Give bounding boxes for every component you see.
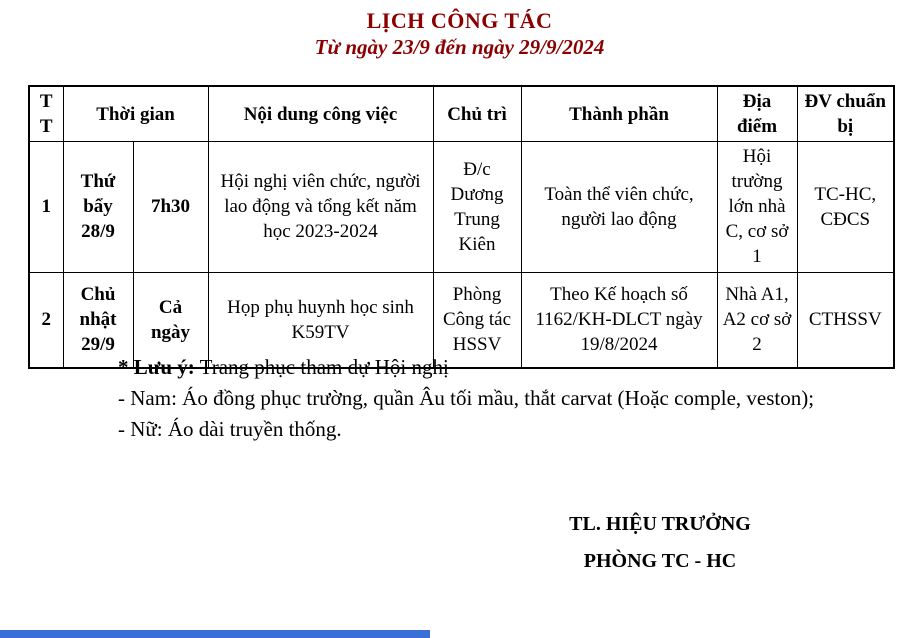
cell-participants: Theo Kế hoạch số 1162/KH-DLCT ngày 19/8/2024 [521, 272, 717, 368]
cell-chair: Phòng Công tác HSSV [433, 272, 521, 368]
table-header-row [29, 86, 894, 142]
cell-time: 7h30 [133, 142, 208, 272]
signature-department: PHÒNG TC - HC [583, 550, 737, 572]
col-header-prep: ĐV chuẩn bị [797, 86, 894, 142]
note-nu: - Nữ: Áo dài truyền thống. [118, 417, 342, 441]
cell-prep: CTHSSV [797, 272, 894, 368]
col-header-chair: Chủ trì [433, 86, 521, 142]
cell-content: Hội nghị viên chức, người lao động và tổng kết năm học 2023-2024 [208, 142, 433, 272]
table-row [29, 142, 894, 272]
signature-title: TL. HIỆU TRƯỞNG [569, 513, 751, 535]
note-nam: - Nam: Áo đồng phục trường, quần Âu tối mầu, thắt carvat (Hoặc comple, veston); [118, 386, 815, 410]
selection-highlight-bar [0, 630, 430, 638]
schedule-table [28, 85, 895, 369]
cell-time: Cả ngày [133, 272, 208, 368]
note-luu-y [50, 352, 856, 383]
cell-tt: 1 [29, 142, 63, 272]
notes-section [50, 352, 856, 445]
col-header-time: Thời gian [63, 86, 208, 142]
col-header-content: Nội dung công việc [208, 86, 433, 142]
cell-chair: Đ/c Dương Trung Kiên [433, 142, 521, 272]
col-header-tt: T T [29, 86, 63, 142]
cell-content: Họp phụ huynh học sinh K59TV [208, 272, 433, 368]
cell-prep: TC-HC, CĐCS [797, 142, 894, 272]
page-subtitle: Từ ngày 23/9 đến ngày 29/9/2024 [314, 35, 605, 59]
signature-block [505, 506, 815, 580]
page-title: LỊCH CÔNG TÁC [366, 8, 553, 33]
note-label: * Lưu ý: [118, 355, 195, 379]
cell-day: Thứ bẩy 28/9 [63, 142, 133, 272]
cell-tt: 2 [29, 272, 63, 368]
note-intro: Trang phục tham dự Hội nghị [199, 355, 449, 379]
cell-participants: Toàn thể viên chức, người lao động [521, 142, 717, 272]
cell-location: Nhà A1, A2 cơ sở 2 [717, 272, 797, 368]
cell-location: Hội trường lớn nhà C, cơ sở 1 [717, 142, 797, 272]
col-header-participants: Thành phần [521, 86, 717, 142]
col-header-location: Địa điểm [717, 86, 797, 142]
cell-day: Chủ nhật 29/9 [63, 272, 133, 368]
